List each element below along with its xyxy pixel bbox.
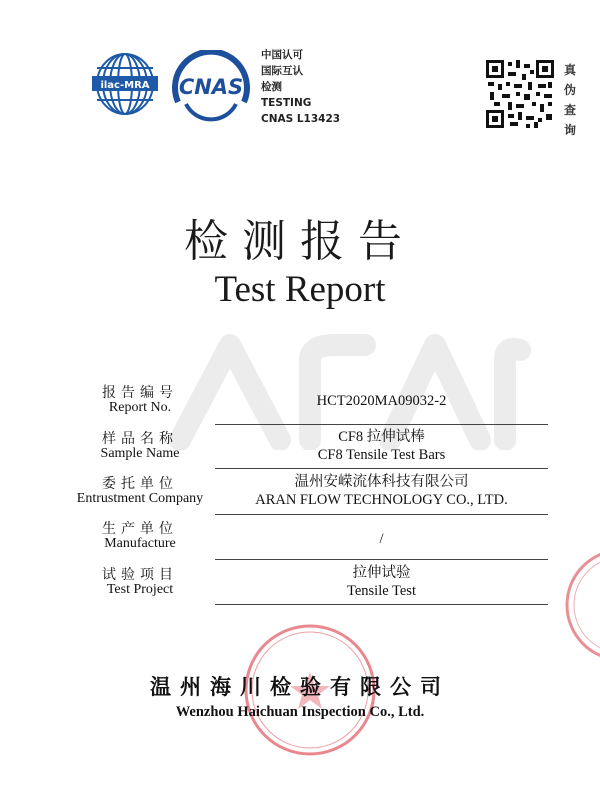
field-underline [215,604,548,605]
accreditation-line: 中国认可 [261,49,303,61]
field-underline [215,514,548,515]
field-value: ARAN FLOW TECHNOLOGY CO., LTD. [255,492,508,508]
field-value: / [379,531,384,547]
field-label-cn: 委托单位 [102,476,178,492]
field-label-cn: 样品名称 [102,431,178,447]
partial-seal [560,545,600,665]
field-row-sample-name [0,428,600,472]
field-value: 拉伸试验 [352,565,411,581]
cnas-logo [168,50,254,126]
field-value: CF8 拉伸试棒 [338,429,425,445]
field-label-en: Test Project [106,582,174,597]
field-underline [215,424,548,425]
verify-label [563,60,577,140]
field-row-entrustment-company [0,473,600,517]
report-title-cn: 检测报告 [184,216,416,267]
field-underline [215,468,548,469]
accreditation-line: 国际互认 [261,65,303,77]
field-label-cn: 生产单位 [102,521,178,537]
field-value: Tensile Test [347,583,416,599]
report-title-en: Test Report [214,269,386,310]
ilac-mra-logo [92,46,158,126]
accreditation-info [261,47,351,127]
field-label-en: Sample Name [100,446,180,461]
field-row-manufacture [0,518,600,562]
verify-char: 询 [563,123,576,137]
field-label-en: Manufacture [104,536,176,551]
field-label-en: Entrustment Company [76,491,204,506]
cnas-logo-text: CNAS [178,75,244,99]
field-label-en: Report No. [108,400,172,415]
accreditation-line: TESTING [261,97,312,109]
field-value: CF8 Tensile Test Bars [317,447,446,463]
accreditation-line: 检测 [261,81,282,93]
field-label-cn: 报告编号 [102,385,178,401]
qr-code[interactable] [486,60,554,128]
field-row-report-no [0,382,600,426]
company-name-en: Wenzhou Haichuan Inspection Co., Ltd. [175,704,425,720]
accreditation-line: CNAS L13423 [261,113,341,125]
ilac-logo-text: ilac-MRA [100,80,150,91]
verify-char: 伪 [563,83,576,97]
field-value: HCT2020MA09032-2 [316,393,447,409]
field-value: 温州安嵘流体科技有限公司 [294,474,469,490]
verify-char: 查 [563,103,576,117]
verify-char: 真 [563,63,576,77]
field-row-test-project [0,564,600,608]
field-label-cn: 试验项目 [102,567,178,583]
company-name-cn: 温州海川检验有限公司 [150,675,450,699]
field-underline [215,559,548,560]
